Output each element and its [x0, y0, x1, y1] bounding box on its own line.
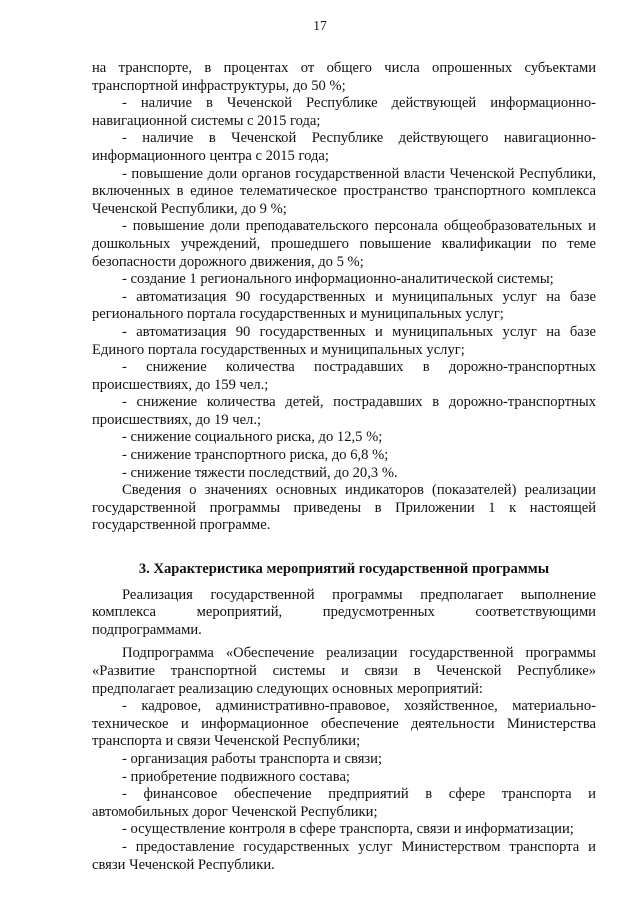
indicator-item: - повышение доли преподавательского персонала общеобразовательных и дошкольных учреждений, прошедшего повышение квалификации по теме безопасности дорожного движения, до 5 %; — [92, 218, 596, 270]
indicators-summary-paragraph: Сведения о значениях основных индикаторов (показателей) реализации государственной программы приведены в Приложении 1 к настоящей государственной программе. — [92, 482, 596, 534]
indicator-item: - автоматизация 90 государственных и муниципальных услуг на базе регионального портала государственных и муниципальных услуг; — [92, 288, 596, 323]
activity-item: - предоставление государственных услуг Министерством транспорта и связи Чеченской Республики. — [92, 838, 596, 873]
indicator-item: - снижение количества детей, пострадавших в дорожно-транспортных происшествиях, до 19 чел.; — [92, 394, 596, 428]
activity-item: - финансовое обеспечение предприятий в сфере транспорта и автомобильных дорог Чеченской Республики; — [92, 786, 596, 820]
activity-item: - осуществление контроля в сфере транспорта, связи и информатизации; — [122, 821, 574, 838]
indicator-item: - наличие в Чеченской Республике действующего навигационно-информационного центра с 2015 года; — [92, 130, 596, 164]
section-intro-paragraph: Реализация государственной программы предполагает выполнение комплекса мероприятий, предусмотренных соответствующими подпрограммами. — [92, 586, 596, 638]
subprogram-paragraph: Подпрограмма «Обеспечение реализации государственной программы «Развитие транспортной системы и связи в Чеченской Республике» предполагает реализацию следующих основных мероприятий: — [92, 645, 596, 697]
indicator-item: - снижение социального риска, до 12,5 %; — [122, 429, 383, 446]
indicator-item: - создание 1 регионального информационно-аналитической системы; — [122, 271, 554, 288]
activity-item: - организация работы транспорта и связи; — [122, 750, 383, 767]
indicator-item: - автоматизация 90 государственных и муниципальных услуг на базе Единого портала государственных и муниципальных услуг; — [92, 323, 596, 358]
indicator-item: - снижение транспортного риска, до 6,8 %; — [122, 447, 389, 464]
page-number: 17 — [313, 18, 327, 33]
activity-item: - кадровое, административно-правовое, хозяйственное, материально-техническое и информационное обеспечение деятельности Министерства транспорта и связи Чеченской Республики; — [92, 698, 596, 750]
indicator-item: - снижение тяжести последствий, до 20,3 %. — [122, 464, 398, 481]
indicator-item: - снижение количества пострадавших в дорожно-транспортных происшествиях, до 159 чел.; — [92, 359, 596, 393]
indicator-item: - повышение доли органов государственной власти Чеченской Республики, включенных в единое телематическое пространство транспортного комплекса Чеченской Республики, до 9 %; — [92, 165, 596, 217]
section-heading: 3. Характеристика мероприятий государственной программы — [138, 561, 550, 578]
activity-item: - приобретение подвижного состава; — [122, 768, 350, 785]
indicator-item: - наличие в Чеченской Республике действующей информационно-навигационной системы с 2015 года; — [92, 95, 596, 129]
document-body — [92, 60, 596, 874]
continuation-paragraph: на транспорте, в процентах от общего числа опрошенных субъектами транспортной инфраструктуры, до 50 %; — [92, 60, 596, 94]
